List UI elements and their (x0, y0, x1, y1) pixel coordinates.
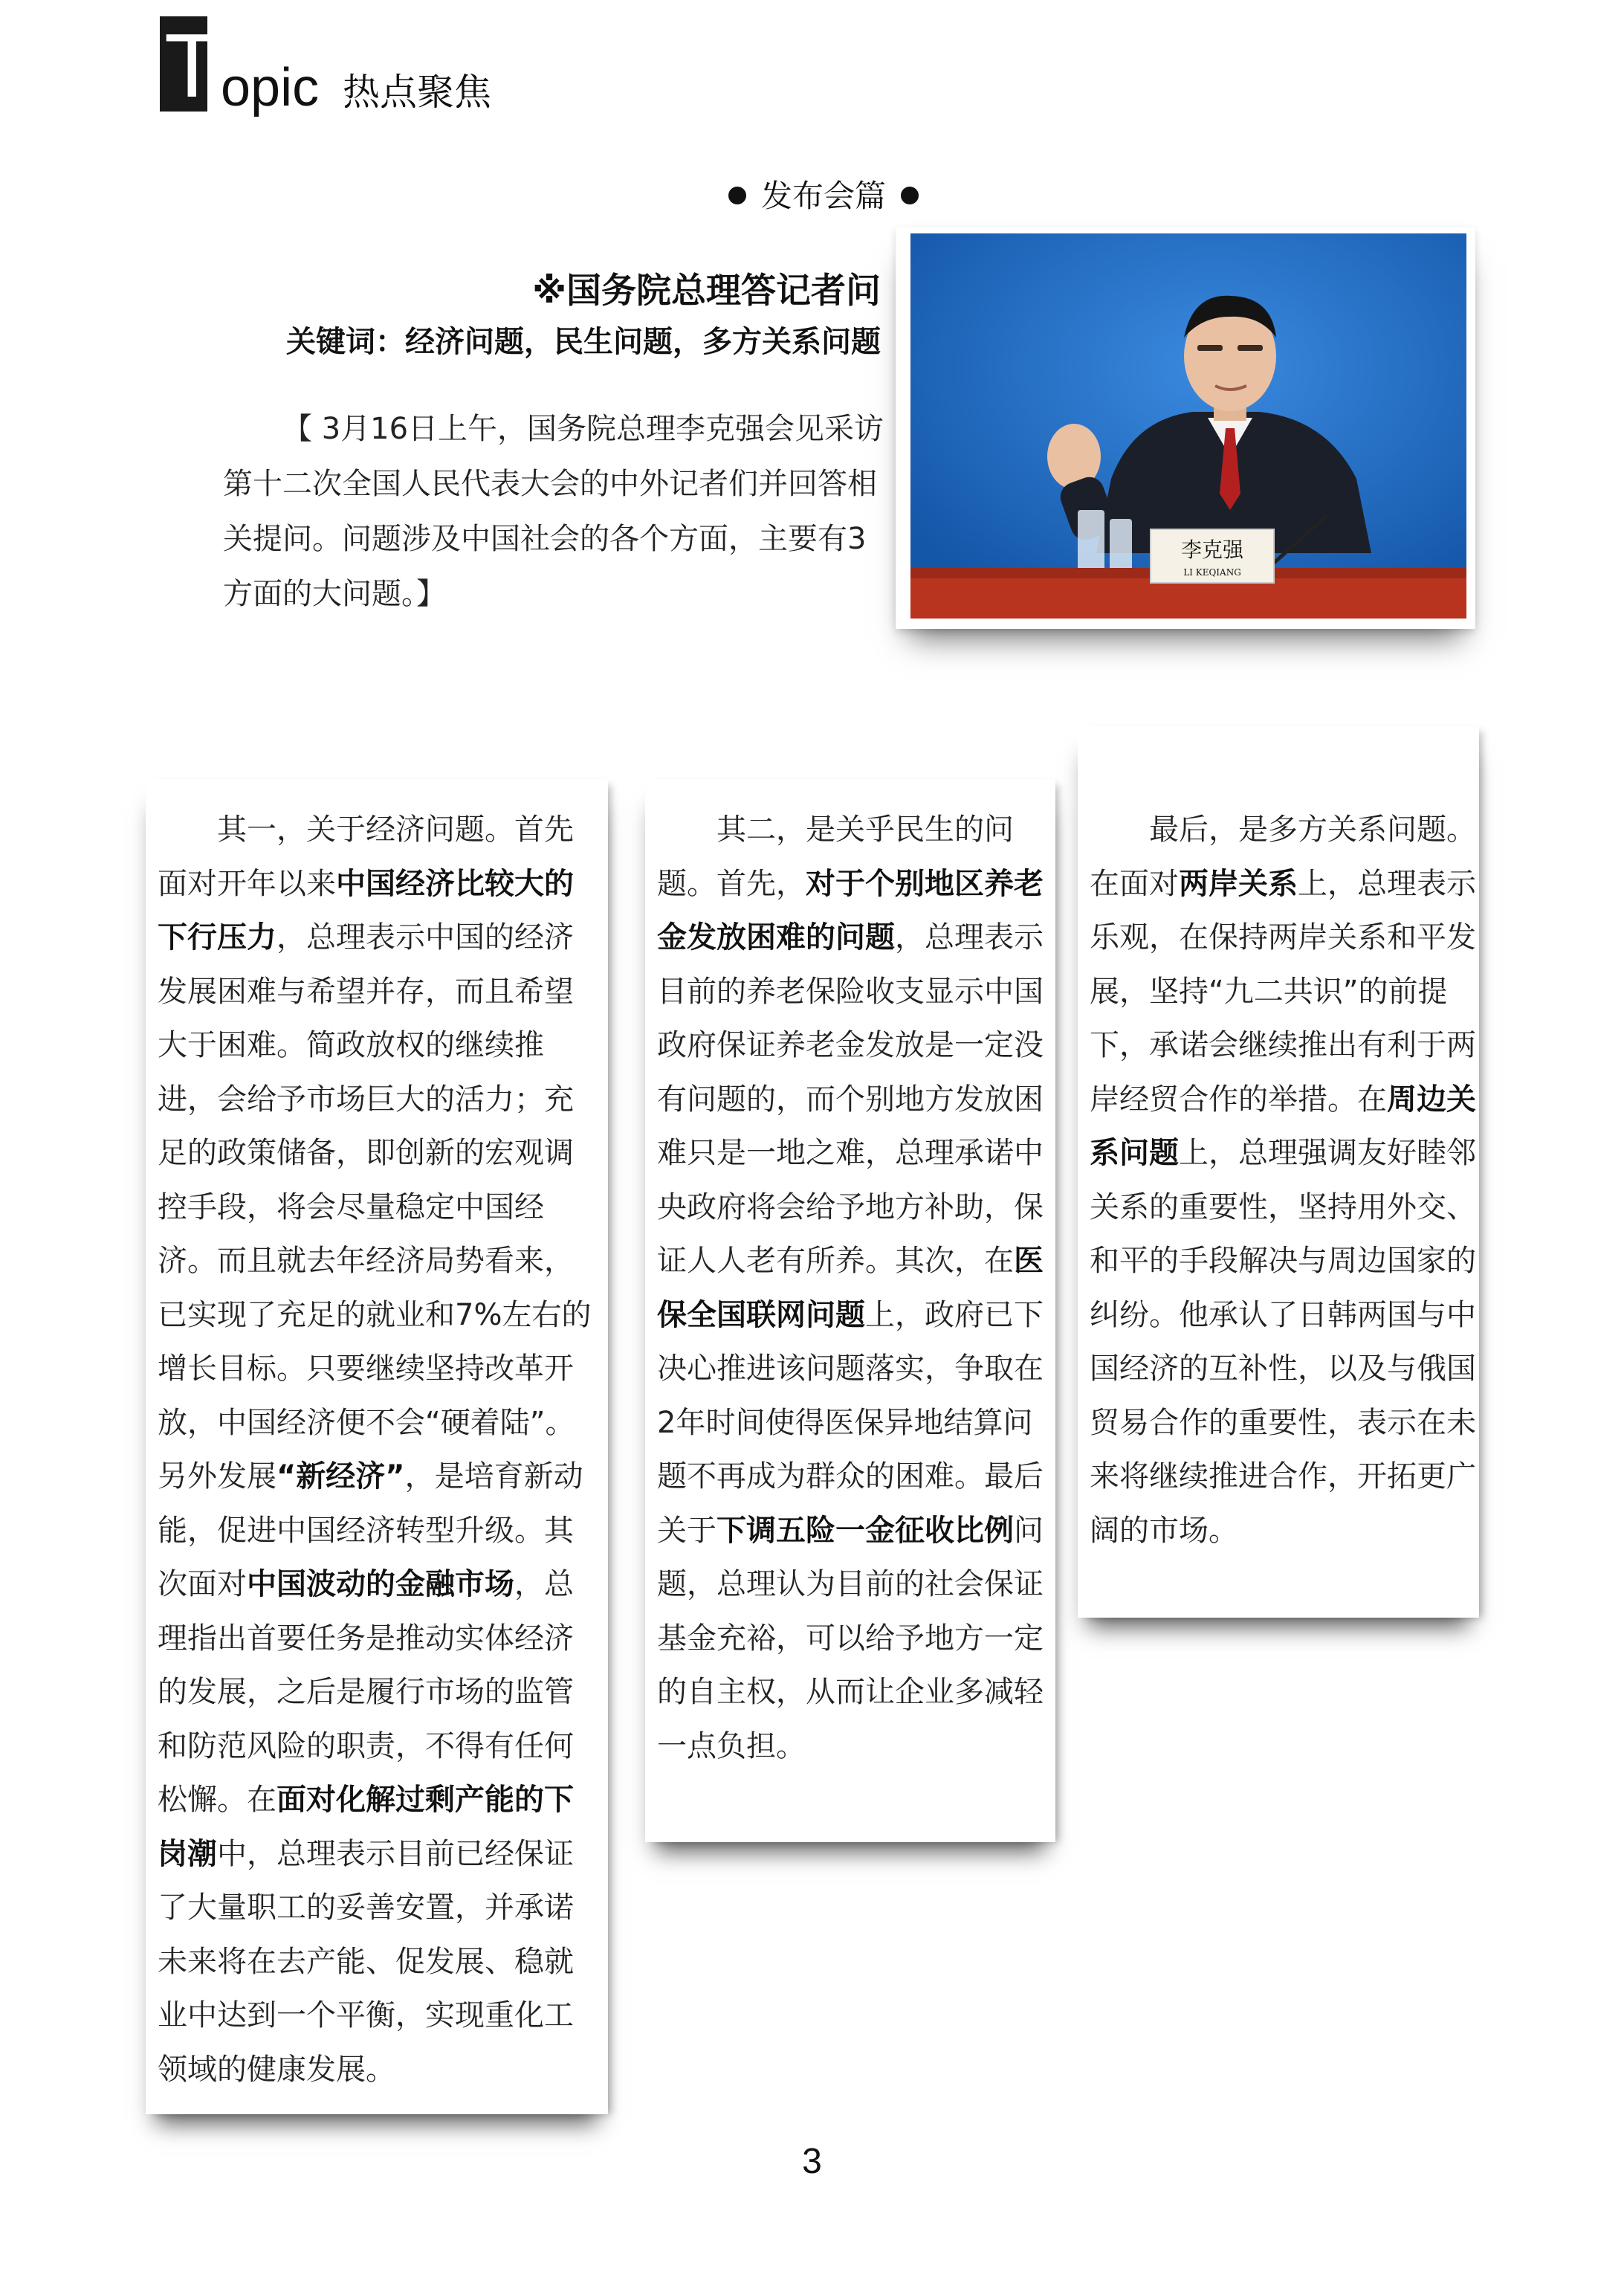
section-label: 发布会篇 (761, 178, 887, 214)
header-logo-word: opic (221, 58, 320, 117)
column-highlight: 两岸关系 (1179, 866, 1298, 901)
article-intro: 【 3月16日上午，国务院总理李克强会见采访第十二次全国人民代表大会的中外记者们并回答相关提问。问题涉及中国社会的各个方面，主要有3方面的大问题。】 (223, 412, 884, 611)
column-highlight: “新经济” (276, 1459, 405, 1494)
column-text: 上，政府已下决心推进该问题落实，争取在2年时间使得医保异地结算问题不再成为群众的困难。最后关于 (657, 1297, 1044, 1548)
column-highlight: 周边关系问题 (1090, 1082, 1476, 1170)
column-highlight: 中国波动的金融市场 (247, 1567, 514, 1601)
column-text: 其二，是关乎民生的问题。首先， (657, 813, 1014, 901)
photo-frame (896, 227, 1475, 629)
header-section-title: 热点聚焦 (343, 71, 491, 114)
column-text: 其一，关于经济问题。首先面对开年以来 (158, 813, 574, 901)
press-conference-photo (910, 233, 1466, 619)
header-logo-block (160, 15, 220, 116)
bullet-dot-icon (901, 187, 919, 204)
article-column-livelihood (657, 803, 1044, 1836)
page-number: 3 (802, 2142, 822, 2181)
column-text: ，总理表示目前的养老保险收支显示中国政府保证养老金发放是一定没有问题的，而个别地方发放困难只是一地之难，总理承诺中央政府将会给予地方补助，保证人人老有所养。其次，在 (657, 920, 1044, 1278)
section-tag (714, 175, 934, 217)
nameplate-chinese: 李克强 (1180, 537, 1244, 562)
column-text: 中，总理表示目前已经保证了大量职工的妥善安置，并承诺未来将在去产能、促发展、稳就业中达到一个平衡，实现重化工领域的健康发展。 (158, 1836, 574, 2087)
bullet-dot-icon (728, 187, 746, 204)
column-highlight: 中国经济比较大的下行压力 (158, 866, 574, 955)
column-highlight: 下调五险一金征收比例 (716, 1513, 1014, 1548)
column-text: 最后，是多方关系问题。在面对 (1090, 813, 1476, 901)
nameplate-english: LI KEQIANG (1183, 567, 1241, 578)
column-highlight: 医保全国联网问题 (657, 1244, 1044, 1332)
header-logo-letter: T (164, 15, 220, 116)
article-keywords: 关键词：经济问题，民生问题，多方关系问题 (286, 325, 881, 359)
article-headline: ※国务院总理答记者问 (532, 271, 881, 311)
column-paragraph (158, 803, 596, 2096)
speaker-illustration (910, 233, 1466, 619)
column-paragraph (1090, 803, 1476, 1557)
column-highlight: 对于个别地区养老金发放困难的问题 (657, 866, 1044, 955)
article-column-economy (158, 803, 596, 2104)
column-text: 上，总理表示乐观，在保持两岸关系和平发展，坚持“九二共识”的前提下，承诺会继续推出有利于两岸经贸合作的举措。在 (1090, 866, 1476, 1117)
article-column-relations (1090, 803, 1476, 1606)
column-text: ，是培育新动能，促进中国经济转型升级。其次面对 (158, 1459, 583, 1601)
column-highlight: 面对化解过剩产能的下岗潮 (158, 1783, 574, 1871)
column-text: ，总理指出首要任务是推动实体经济的发展，之后是履行市场的监管和防范风险的职责，不得有任何松懈。在 (158, 1567, 574, 1817)
column-text: 问题，总理认为目前的社会保证基金充裕，可以给予地方一定的自主权，从而让企业多减轻一点负担。 (657, 1513, 1044, 1763)
column-paragraph (657, 803, 1044, 1773)
column-text: ，总理表示中国的经济发展困难与希望并存，而且希望大于困难。简政放权的继续推进，会给予市场巨大的活力；充足的政策储备，即创新的宏观调控手段，将会尽量稳定中国经济。而且就去年经济局势看来，已实现了充足的就业和7%左右的增长目标。只要继续坚持改革开放，中国经济便不会“硬着陆”。另外发展 (158, 920, 592, 1494)
column-text: 上，总理强调友好睦邻关系的重要性，坚持用外交、和平的手段解决与周边国家的纠纷。他承认了日韩两国与中国经济的互补性，以及与俄国贸易合作的重要性，表示在未来将继续推进合作，开拓更广阔的市场。 (1090, 1136, 1476, 1548)
